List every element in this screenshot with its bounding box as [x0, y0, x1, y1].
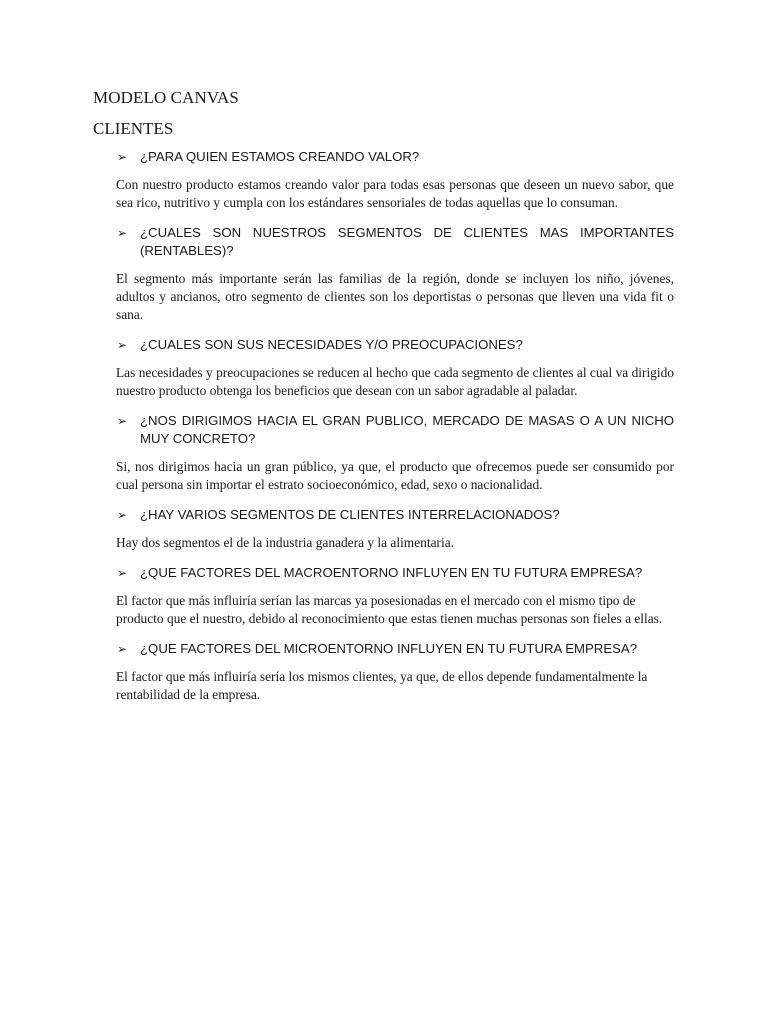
arrow-bullet-icon: ➢ — [117, 642, 128, 656]
question — [116, 412, 674, 448]
qa-item — [116, 412, 674, 494]
question-text: ¿QUE FACTORES DEL MACROENTORNO INFLUYEN EN TU FUTURA EMPRESA? — [140, 565, 643, 580]
question-text: ¿CUALES SON NUESTROS SEGMENTOS DE CLIENTES MAS IMPORTANTES (RENTABLES)? — [140, 225, 674, 258]
answer-paragraph: Con nuestro producto estamos creando valor para todas esas personas que deseen un nuevo sabor, que sea rico, nutritivo y cumpla con los estándares sensoriales de todas aquellas que lo consuman. — [116, 177, 674, 210]
question — [116, 640, 674, 658]
qa-item — [116, 506, 674, 552]
qa-item — [116, 148, 674, 212]
qa-item — [116, 336, 674, 400]
document-title: MODELO CANVAS — [93, 88, 239, 107]
question — [116, 224, 674, 260]
qa-list — [116, 148, 674, 716]
arrow-bullet-icon: ➢ — [117, 338, 128, 352]
question — [116, 148, 674, 166]
question — [116, 506, 674, 524]
qa-item — [116, 564, 674, 628]
question-text: ¿HAY VARIOS SEGMENTOS DE CLIENTES INTERRELACIONADOS? — [140, 507, 560, 522]
answer-paragraph: Las necesidades y preocupaciones se reducen al hecho que cada segmento de clientes al cual va dirigido nuestro producto obtenga los beneficios que desean con un sabor agradable al paladar. — [116, 365, 674, 398]
arrow-bullet-icon: ➢ — [117, 226, 128, 240]
answer-paragraph: El factor que más influiría sería los mismos clientes, ya que, de ellos depende fundamentalmente la rentabilidad de la empresa. — [116, 669, 648, 702]
section-heading: CLIENTES — [93, 119, 174, 138]
question-text: ¿QUE FACTORES DEL MICROENTORNO INFLUYEN EN TU FUTURA EMPRESA? — [140, 641, 638, 656]
qa-item — [116, 640, 674, 704]
answer-paragraph: Hay dos segmentos el de la industria ganadera y la alimentaria. — [116, 535, 454, 550]
question-text: ¿PARA QUIEN ESTAMOS CREANDO VALOR? — [140, 149, 420, 164]
arrow-bullet-icon: ➢ — [117, 414, 128, 428]
question — [116, 564, 674, 582]
question-text: ¿CUALES SON SUS NECESIDADES Y/O PREOCUPACIONES? — [140, 337, 523, 352]
question — [116, 336, 674, 354]
arrow-bullet-icon: ➢ — [117, 150, 128, 164]
answer-paragraph: Si, nos dirigimos hacia un gran público, ya que, el producto que ofrecemos puede ser consumido por cual persona sin importar el estrato socioeconómico, edad, sexo o nacionalidad. — [116, 459, 674, 492]
answer-paragraph: El segmento más importante serán las familias de la región, donde se incluyen los niño, jóvenes, adultos y ancianos, otro segmento de clientes son los deportistas o personas que lleven una vida fit o sana. — [116, 271, 674, 322]
qa-item — [116, 224, 674, 324]
arrow-bullet-icon: ➢ — [117, 566, 128, 580]
question-text: ¿NOS DIRIGIMOS HACIA EL GRAN PUBLICO, MERCADO DE MASAS O A UN NICHO MUY CONCRETO? — [140, 413, 674, 446]
arrow-bullet-icon: ➢ — [117, 508, 128, 522]
answer-paragraph: El factor que más influiría serían las marcas ya posesionadas en el mercado con el mismo tipo de producto que el nuestro, debido al reconocimiento que estas tienen muchas personas son fieles a ellas. — [116, 593, 663, 626]
